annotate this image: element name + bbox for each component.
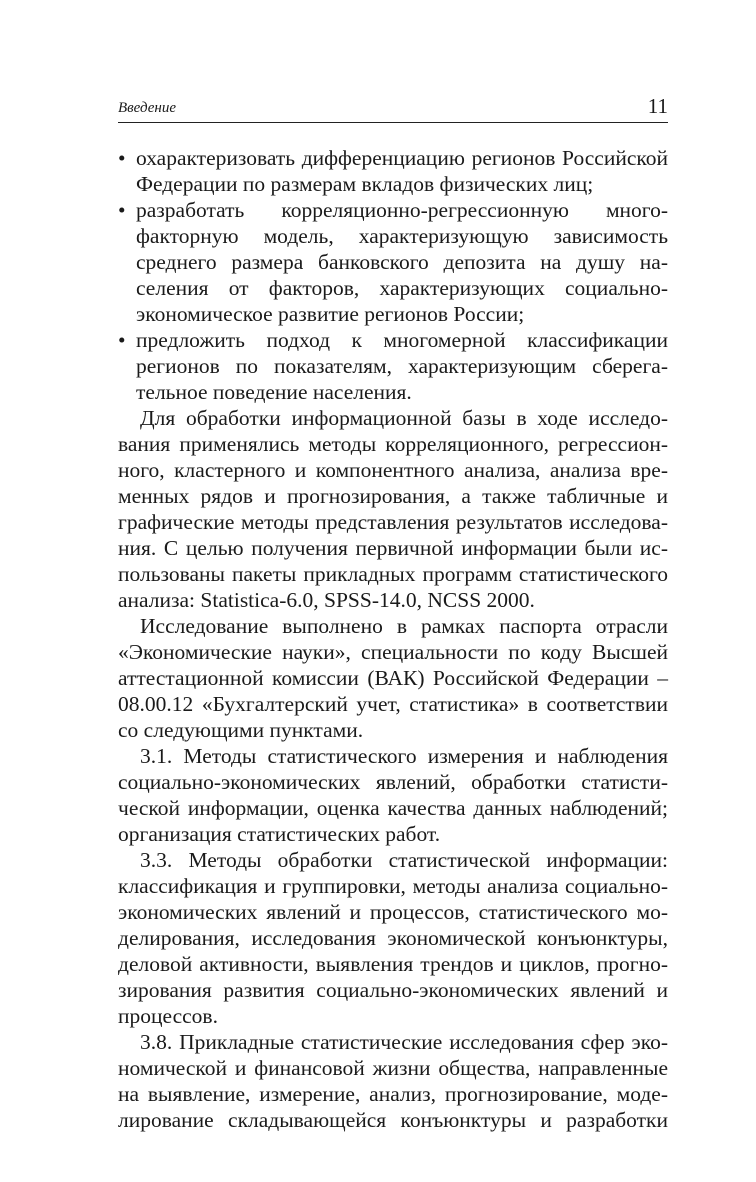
bullet-marker: •	[118, 328, 126, 352]
text-line: аттестационной комиссии (ВАК) Российской Федерации –	[118, 666, 668, 690]
text-line: номической и финансовой жизни общества, направленные	[118, 1056, 668, 1080]
text-line: ного, кластерного и компонентного анализа, анализа вре-	[118, 458, 668, 482]
text-line: охарактеризовать дифференциацию регионов Российской	[136, 146, 668, 170]
text-line: социально-экономических явлений, обработки статисти-	[118, 770, 668, 794]
text-line: организация статистических работ.	[118, 822, 441, 846]
text-line: процессов.	[118, 1004, 218, 1028]
text-line: классификация и группировки, методы анализа социально-	[118, 874, 668, 898]
text-line: графические методы представления результатов исследова-	[118, 510, 668, 534]
text-line: Для обработки информационной базы в ходе исследо-	[140, 406, 668, 430]
text-line: тельное поведение населения.	[136, 380, 412, 404]
text-line: Федерации по размерам вкладов физических лиц;	[136, 172, 594, 196]
page-number: 11	[647, 94, 668, 118]
text-line: 3.3. Методы обработки статистической информации:	[140, 848, 668, 872]
text-line: со следующими пунктами.	[118, 718, 364, 742]
running-title: Введение	[118, 100, 176, 116]
text-line: регионов по показателям, характеризующим сберега-	[136, 354, 668, 378]
text-line: деловой активности, выявления трендов и циклов, прогно-	[118, 952, 668, 976]
bullet-item	[118, 327, 668, 405]
text-line: на выявление, измерение, анализ, прогнозирование, моде-	[118, 1082, 668, 1106]
text-line: «Экономические науки», специальности по коду Высшей	[118, 640, 668, 664]
paragraph	[118, 743, 668, 847]
text-line: 08.00.12 «Бухгалтерский учет, статистика» в соответствии	[118, 692, 668, 716]
text-line: ческой информации, оценка качества данных наблюдений;	[118, 796, 668, 820]
text-line: зирования развития социально-экономических явлений и	[118, 978, 668, 1002]
text-line: 3.8. Прикладные статистические исследования сфер эко-	[140, 1030, 668, 1054]
text-line: разработать корреляционно-регрессионную много-	[136, 198, 668, 222]
bullet-list	[118, 145, 668, 405]
page-header	[118, 94, 668, 123]
paragraph	[118, 1029, 668, 1133]
text-line: Исследование выполнено в рамках паспорта отрасли	[140, 614, 668, 638]
bullet-marker: •	[118, 198, 126, 222]
bullet-item	[118, 145, 668, 197]
text-line: предложить подход к многомерной классификации	[136, 328, 668, 352]
paragraph	[118, 847, 668, 1029]
text-line: вания применялись методы корреляционного, регрессион-	[118, 432, 668, 456]
text-line: менных рядов и прогнозирования, а также табличные и	[118, 484, 668, 508]
bullet-item	[118, 197, 668, 327]
text-line: экономическое развитие регионов России;	[136, 302, 525, 326]
page-body	[118, 145, 668, 1133]
text-line: ния. С целью получения первичной информации были ис-	[118, 536, 668, 560]
text-line: делирования, исследования экономической конъюнктуры,	[118, 926, 668, 950]
paragraph	[118, 613, 668, 743]
text-line: факторную модель, характеризующую зависимость	[136, 224, 668, 248]
text-line: пользованы пакеты прикладных программ статистического	[118, 562, 668, 586]
text-line: лирование складывающейся конъюнктуры и разработки	[118, 1108, 668, 1132]
text-line: селения от факторов, характеризующих социально-	[136, 276, 668, 300]
text-line: 3.1. Методы статистического измерения и наблюдения	[140, 744, 668, 768]
text-line: анализа: Statistica-6.0, SPSS-14.0, NCSS 2000.	[118, 588, 535, 612]
text-line: среднего размера банковского депозита на душу на-	[136, 250, 668, 274]
text-line: экономических явлений и процессов, статистического мо-	[118, 900, 668, 924]
paragraph	[118, 405, 668, 613]
bullet-marker: •	[118, 146, 126, 170]
